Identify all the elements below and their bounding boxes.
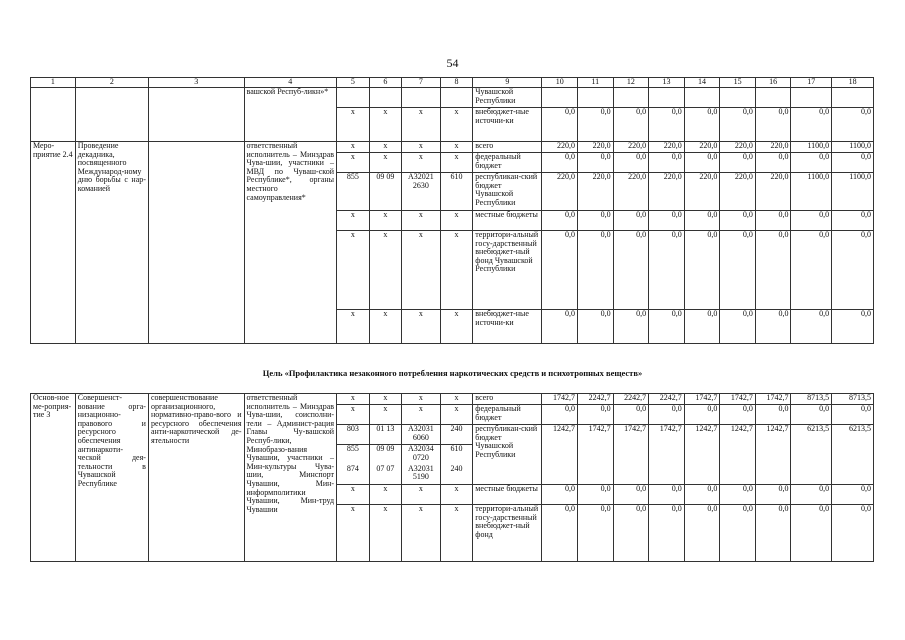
value-cell: 0,0 bbox=[720, 310, 756, 344]
value-cell: 0,0 bbox=[791, 108, 832, 142]
value-cell: 0,0 bbox=[720, 231, 756, 310]
value-cell: 0,0 bbox=[578, 485, 614, 505]
value-cell: 0,0 bbox=[613, 153, 649, 173]
kbk-cell: x bbox=[440, 485, 473, 505]
kbk-cell: x bbox=[402, 394, 441, 405]
value-cell: 0,0 bbox=[613, 485, 649, 505]
cell bbox=[402, 88, 441, 108]
kbk-cell: x bbox=[337, 211, 370, 231]
cell bbox=[369, 88, 402, 108]
kbk-cell: x bbox=[402, 142, 441, 153]
measure-number: Основ-ное ме-роприя-тие 3 bbox=[31, 394, 76, 562]
value-cell: 8713,5 bbox=[832, 394, 874, 405]
col-number: 10 bbox=[542, 78, 578, 88]
value-cell: 0,0 bbox=[613, 310, 649, 344]
value-cell: 1242,7 bbox=[542, 425, 578, 485]
value-cell: 0,0 bbox=[832, 405, 874, 425]
col-number: 18 bbox=[832, 78, 874, 88]
kbk-cell: x bbox=[337, 405, 370, 425]
value-cell: 1742,7 bbox=[684, 394, 720, 405]
kbk-cell: А32031 6060 bbox=[402, 425, 441, 445]
budget-table-upper bbox=[30, 77, 874, 344]
measure-number: Меро-приятие 2.4 bbox=[31, 142, 76, 344]
kbk-cell: x bbox=[440, 211, 473, 231]
kbk-cell: x bbox=[337, 485, 370, 505]
col-number: 2 bbox=[75, 78, 148, 88]
value-cell: 1742,7 bbox=[613, 425, 649, 485]
kbk-cell: x bbox=[440, 405, 473, 425]
value-cell: 0,0 bbox=[755, 108, 791, 142]
value-cell: 0,0 bbox=[791, 485, 832, 505]
cell bbox=[148, 88, 244, 142]
cell bbox=[791, 88, 832, 108]
value-cell: 220,0 bbox=[684, 173, 720, 211]
source-cell: всего bbox=[473, 142, 542, 153]
page-number: 54 bbox=[446, 56, 459, 70]
value-cell: 1742,7 bbox=[578, 425, 614, 485]
cell bbox=[720, 88, 756, 108]
source-cell: внебюджет-ные источни-ки bbox=[473, 108, 542, 142]
col-number: 15 bbox=[720, 78, 756, 88]
value-cell: 0,0 bbox=[832, 231, 874, 310]
value-cell: 0,0 bbox=[684, 231, 720, 310]
source-cell: республикан-ский бюджет Чувашской Республики bbox=[473, 173, 542, 211]
kbk-cell: 09 09 bbox=[369, 173, 402, 211]
kbk-cell: 07 07 bbox=[369, 465, 402, 485]
kbk-cell: x bbox=[440, 505, 473, 562]
value-cell: 0,0 bbox=[791, 310, 832, 344]
value-cell: 0,0 bbox=[720, 211, 756, 231]
value-cell: 0,0 bbox=[649, 310, 685, 344]
value-cell: 0,0 bbox=[649, 211, 685, 231]
value-cell: 0,0 bbox=[755, 505, 791, 562]
kbk-cell: x bbox=[369, 231, 402, 310]
value-cell: 0,0 bbox=[613, 211, 649, 231]
value-cell: 220,0 bbox=[755, 173, 791, 211]
source-cell: внебюджет-ные источни-ки bbox=[473, 310, 542, 344]
value-cell: 0,0 bbox=[720, 505, 756, 562]
kbk-cell: x bbox=[369, 211, 402, 231]
cell bbox=[440, 88, 473, 108]
value-cell: 0,0 bbox=[542, 108, 578, 142]
value-cell: 0,0 bbox=[755, 310, 791, 344]
source-cell: территори-альный госу-дарственный внебюджет-ный фонд Чувашской Республики bbox=[473, 231, 542, 310]
value-cell: 0,0 bbox=[755, 405, 791, 425]
value-cell: 220,0 bbox=[649, 173, 685, 211]
value-cell: 0,0 bbox=[542, 505, 578, 562]
value-cell: 0,0 bbox=[542, 153, 578, 173]
cell bbox=[578, 88, 614, 108]
value-cell: 220,0 bbox=[720, 142, 756, 153]
value-cell: 220,0 bbox=[542, 142, 578, 153]
kbk-cell: x bbox=[369, 310, 402, 344]
kbk-cell: А32031 5190 bbox=[402, 465, 441, 485]
value-cell: 0,0 bbox=[649, 405, 685, 425]
cell bbox=[337, 88, 370, 108]
value-cell: 0,0 bbox=[832, 310, 874, 344]
cell bbox=[613, 88, 649, 108]
kbk-cell: x bbox=[337, 108, 370, 142]
value-cell: 1742,7 bbox=[755, 394, 791, 405]
value-cell: 0,0 bbox=[542, 485, 578, 505]
cell bbox=[649, 88, 685, 108]
value-cell: 220,0 bbox=[578, 173, 614, 211]
col-number: 7 bbox=[402, 78, 441, 88]
kbk-cell: x bbox=[369, 108, 402, 142]
value-cell: 2242,7 bbox=[649, 394, 685, 405]
table-row bbox=[31, 88, 874, 108]
col-number: 17 bbox=[791, 78, 832, 88]
kbk-cell: x bbox=[369, 153, 402, 173]
value-cell: 0,0 bbox=[791, 405, 832, 425]
value-cell: 1742,7 bbox=[720, 394, 756, 405]
value-cell: 220,0 bbox=[578, 142, 614, 153]
value-cell: 1742,7 bbox=[542, 394, 578, 405]
value-cell: 0,0 bbox=[684, 505, 720, 562]
value-cell: 220,0 bbox=[542, 173, 578, 211]
measure-description: совершенствование организационного, нормативно-право-вого и ресурсного обеспечения анти-наркотической де-ятельности bbox=[148, 394, 244, 562]
kbk-cell: x bbox=[440, 153, 473, 173]
cell bbox=[31, 88, 76, 142]
kbk-cell: x bbox=[337, 310, 370, 344]
value-cell: 0,0 bbox=[684, 153, 720, 173]
kbk-cell: x bbox=[337, 153, 370, 173]
value-cell: 0,0 bbox=[578, 405, 614, 425]
value-cell: 0,0 bbox=[684, 485, 720, 505]
value-cell: 0,0 bbox=[649, 505, 685, 562]
kbk-cell: 240 bbox=[440, 465, 473, 485]
value-cell: 0,0 bbox=[542, 211, 578, 231]
value-cell: 6213,5 bbox=[791, 425, 832, 485]
value-cell: 0,0 bbox=[542, 231, 578, 310]
kbk-cell: x bbox=[440, 310, 473, 344]
value-cell: 0,0 bbox=[578, 231, 614, 310]
responsible-cell: ответственный исполнитель – Минздрав Чува-шии, соисполни-тели – Админист-рация Главы Чу-вашской Респуб-лики, Минобразо-вания Чувашии, участники – Мин-культуры Чува-шии, Минспорт Чувашии, Мин-информполитики Чувашии, Мин-труд Чувашии bbox=[244, 394, 337, 562]
value-cell: 0,0 bbox=[832, 153, 874, 173]
kbk-cell: x bbox=[440, 142, 473, 153]
kbk-cell: x bbox=[369, 405, 402, 425]
kbk-cell: x bbox=[337, 394, 370, 405]
value-cell: 0,0 bbox=[832, 505, 874, 562]
source-cell: всего bbox=[473, 394, 542, 405]
cell bbox=[75, 88, 148, 142]
kbk-cell: x bbox=[337, 505, 370, 562]
col-number: 6 bbox=[369, 78, 402, 88]
value-cell: 0,0 bbox=[613, 505, 649, 562]
value-cell: 0,0 bbox=[720, 153, 756, 173]
kbk-cell: 803 bbox=[337, 425, 370, 445]
kbk-cell: 855 bbox=[337, 173, 370, 211]
source-cell: федеральный бюджет bbox=[473, 153, 542, 173]
value-cell: 0,0 bbox=[542, 310, 578, 344]
value-cell: 0,0 bbox=[684, 211, 720, 231]
value-cell: 0,0 bbox=[578, 211, 614, 231]
goal-heading: Цель «Профилактика незаконного потребления наркотических средств и психотропных веществ» bbox=[262, 368, 643, 378]
col-number: 16 bbox=[755, 78, 791, 88]
value-cell: 2242,7 bbox=[578, 394, 614, 405]
value-cell: 0,0 bbox=[613, 108, 649, 142]
value-cell: 0,0 bbox=[755, 153, 791, 173]
value-cell: 220,0 bbox=[720, 173, 756, 211]
value-cell: 1100,0 bbox=[832, 173, 874, 211]
value-cell: 220,0 bbox=[755, 142, 791, 153]
col-number: 11 bbox=[578, 78, 614, 88]
value-cell: 0,0 bbox=[832, 108, 874, 142]
value-cell: 8713,5 bbox=[791, 394, 832, 405]
value-cell: 1100,0 bbox=[832, 142, 874, 153]
table-row bbox=[31, 394, 874, 405]
source-cell: местные бюджеты bbox=[473, 211, 542, 231]
kbk-cell: А32034 0720 bbox=[402, 445, 441, 465]
value-cell: 0,0 bbox=[832, 211, 874, 231]
kbk-cell: x bbox=[337, 231, 370, 310]
value-cell: 0,0 bbox=[791, 231, 832, 310]
value-cell: 0,0 bbox=[578, 505, 614, 562]
value-cell: 1242,7 bbox=[720, 425, 756, 485]
source-cell: республикан-ский бюджет Чувашской Республики bbox=[473, 425, 542, 485]
value-cell: 0,0 bbox=[684, 405, 720, 425]
value-cell: 0,0 bbox=[578, 108, 614, 142]
kbk-cell: 01 13 bbox=[369, 425, 402, 445]
col-number: 1 bbox=[31, 78, 76, 88]
kbk-cell: 855 bbox=[337, 445, 370, 465]
cell bbox=[755, 88, 791, 108]
kbk-cell: x bbox=[402, 153, 441, 173]
kbk-cell: x bbox=[440, 394, 473, 405]
col-number: 9 bbox=[473, 78, 542, 88]
col-number: 4 bbox=[244, 78, 337, 88]
measure-name: Совершенст-вование орга-низационно-правового и ресурсного обеспечения антинаркоти-ческой дея-тельности в Чувашской Республике bbox=[75, 394, 148, 562]
value-cell: 0,0 bbox=[613, 405, 649, 425]
value-cell: 0,0 bbox=[578, 310, 614, 344]
value-cell: 0,0 bbox=[684, 108, 720, 142]
kbk-cell: x bbox=[402, 505, 441, 562]
value-cell: 1100,0 bbox=[791, 142, 832, 153]
value-cell: 0,0 bbox=[791, 211, 832, 231]
value-cell: 1242,7 bbox=[684, 425, 720, 485]
value-cell: 2242,7 bbox=[613, 394, 649, 405]
value-cell: 0,0 bbox=[791, 505, 832, 562]
column-numbers-row bbox=[31, 78, 874, 88]
cell bbox=[684, 88, 720, 108]
kbk-cell: x bbox=[402, 108, 441, 142]
value-cell: 0,0 bbox=[791, 153, 832, 173]
kbk-cell: x bbox=[440, 231, 473, 310]
table-row bbox=[31, 142, 874, 153]
value-cell: 0,0 bbox=[649, 231, 685, 310]
kbk-cell: x bbox=[402, 485, 441, 505]
kbk-cell: x bbox=[402, 231, 441, 310]
source-cell: местные бюджеты bbox=[473, 485, 542, 505]
cell bbox=[148, 142, 244, 344]
value-cell: 0,0 bbox=[542, 405, 578, 425]
value-cell: 0,0 bbox=[649, 153, 685, 173]
kbk-cell: 09 09 bbox=[369, 445, 402, 465]
source-cell: Чувашской Республики bbox=[473, 88, 542, 108]
kbk-cell: x bbox=[369, 394, 402, 405]
value-cell: 1242,7 bbox=[755, 425, 791, 485]
kbk-cell: x bbox=[369, 505, 402, 562]
kbk-cell: x bbox=[337, 142, 370, 153]
kbk-cell: x bbox=[369, 485, 402, 505]
col-number: 12 bbox=[613, 78, 649, 88]
value-cell: 0,0 bbox=[649, 485, 685, 505]
value-cell: 0,0 bbox=[613, 231, 649, 310]
value-cell: 0,0 bbox=[755, 231, 791, 310]
value-cell: 0,0 bbox=[755, 485, 791, 505]
value-cell: 220,0 bbox=[684, 142, 720, 153]
kbk-cell: x bbox=[440, 108, 473, 142]
col-number: 5 bbox=[337, 78, 370, 88]
value-cell: 1742,7 bbox=[649, 425, 685, 485]
source-cell: федеральный бюджет bbox=[473, 405, 542, 425]
value-cell: 0,0 bbox=[649, 108, 685, 142]
value-cell: 220,0 bbox=[613, 142, 649, 153]
value-cell: 0,0 bbox=[720, 108, 756, 142]
measure-name: Проведение декадника, посвященного Международ-ному дню борьбы с нар-команией bbox=[75, 142, 148, 344]
responsible-cell: ответственный исполнитель – Минздрав Чува-шии, участники – МВД по Чуваш-ской Республике*, органы местного самоуправления* bbox=[244, 142, 337, 344]
kbk-cell: x bbox=[402, 211, 441, 231]
responsible-cell: вашской Респуб-ликн»* bbox=[244, 88, 337, 142]
col-number: 14 bbox=[684, 78, 720, 88]
value-cell: 0,0 bbox=[832, 485, 874, 505]
value-cell: 220,0 bbox=[649, 142, 685, 153]
value-cell: 0,0 bbox=[578, 153, 614, 173]
kbk-cell: x bbox=[402, 310, 441, 344]
value-cell: 0,0 bbox=[755, 211, 791, 231]
kbk-cell: x bbox=[402, 405, 441, 425]
cell bbox=[832, 88, 874, 108]
value-cell: 220,0 bbox=[613, 173, 649, 211]
cell bbox=[542, 88, 578, 108]
value-cell: 6213,5 bbox=[832, 425, 874, 485]
kbk-cell: x bbox=[369, 142, 402, 153]
kbk-cell: 610 bbox=[440, 173, 473, 211]
kbk-cell: 240 bbox=[440, 425, 473, 445]
source-cell: территори-альный госу-дарственный внебюджет-ный фонд bbox=[473, 505, 542, 562]
budget-table-lower bbox=[30, 393, 874, 562]
col-number: 8 bbox=[440, 78, 473, 88]
value-cell: 0,0 bbox=[720, 405, 756, 425]
col-number: 13 bbox=[649, 78, 685, 88]
kbk-cell: А32021 2630 bbox=[402, 173, 441, 211]
col-number: 3 bbox=[148, 78, 244, 88]
value-cell: 0,0 bbox=[720, 485, 756, 505]
kbk-cell: 610 bbox=[440, 445, 473, 465]
value-cell: 1100,0 bbox=[791, 173, 832, 211]
value-cell: 0,0 bbox=[684, 310, 720, 344]
kbk-cell: 874 bbox=[337, 465, 370, 485]
